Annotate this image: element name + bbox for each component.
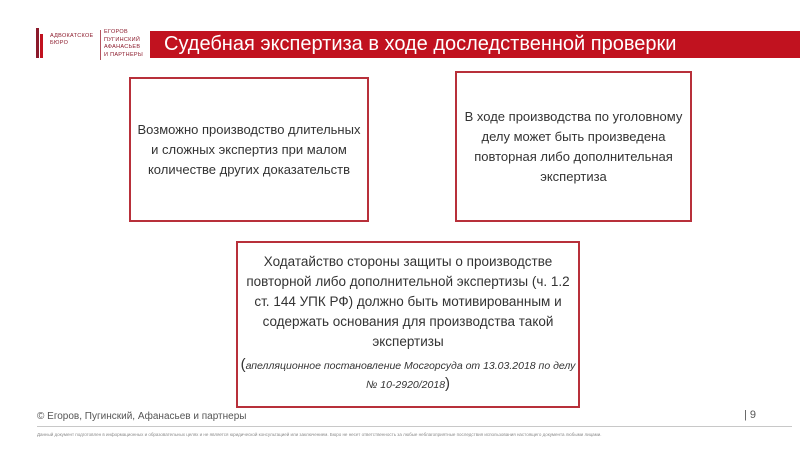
note-open-paren: (	[240, 356, 246, 373]
note-close-paren: )	[445, 375, 451, 392]
logo-left-line: БЮРО	[50, 40, 69, 46]
court-ruling-text: апелляционное постановление Мосгорсуда от 13.03.2018 по делу № 10-2920/2018	[245, 360, 576, 391]
logo-mark-icon	[36, 28, 46, 58]
footer-disclaimer: Данный документ подготовлен в информационных и образовательных целях и не является юридической консультацией или заключением. Бюро не несет ответственность за любые неблагоприятные последствия использования настоящего документа любыми лицами.	[37, 432, 602, 437]
logo-left-line: АДВОКАТСКОЕ	[50, 33, 94, 39]
info-box-lengthy-expertise	[129, 77, 369, 222]
logo-right-line: ЕГОРОВ	[104, 29, 128, 35]
logo-right-text	[104, 29, 154, 59]
slide-title: Судебная экспертиза в ходе доследственной проверки	[150, 31, 800, 58]
info-box-text: В ходе производства по уголовному делу может быть произведена повторная либо дополнительная экспертиза	[464, 108, 683, 184]
info-box-defense-petition	[236, 241, 580, 408]
footer-copyright: © Егоров, Пугинский, Афанасьев и партнеры	[37, 411, 247, 422]
info-box-text: Возможно производство длительных и сложных экспертиз при малом количестве других доказательств	[137, 121, 361, 177]
logo-left-text	[50, 33, 98, 47]
footer-divider	[37, 426, 792, 427]
info-box-repeat-expertise	[455, 71, 692, 222]
info-box-main-text: Ходатайство стороны защиты о производстве повторной либо дополнительной экспертизы (ч. 1.2 ст. 144 УПК РФ) должно быть мотивированным и содержать основания для производства такой экспертизы	[246, 254, 570, 349]
firm-logo	[36, 26, 146, 64]
logo-right-line: АФАНАСЬЕВ	[104, 44, 141, 50]
court-ruling-reference	[238, 356, 578, 394]
logo-right-line: И ПАРТНЕРЫ	[104, 51, 144, 58]
logo-right-line: ПУГИНСКИЙ	[104, 36, 141, 43]
page-number: | 9	[744, 409, 757, 421]
logo-divider	[100, 30, 101, 60]
